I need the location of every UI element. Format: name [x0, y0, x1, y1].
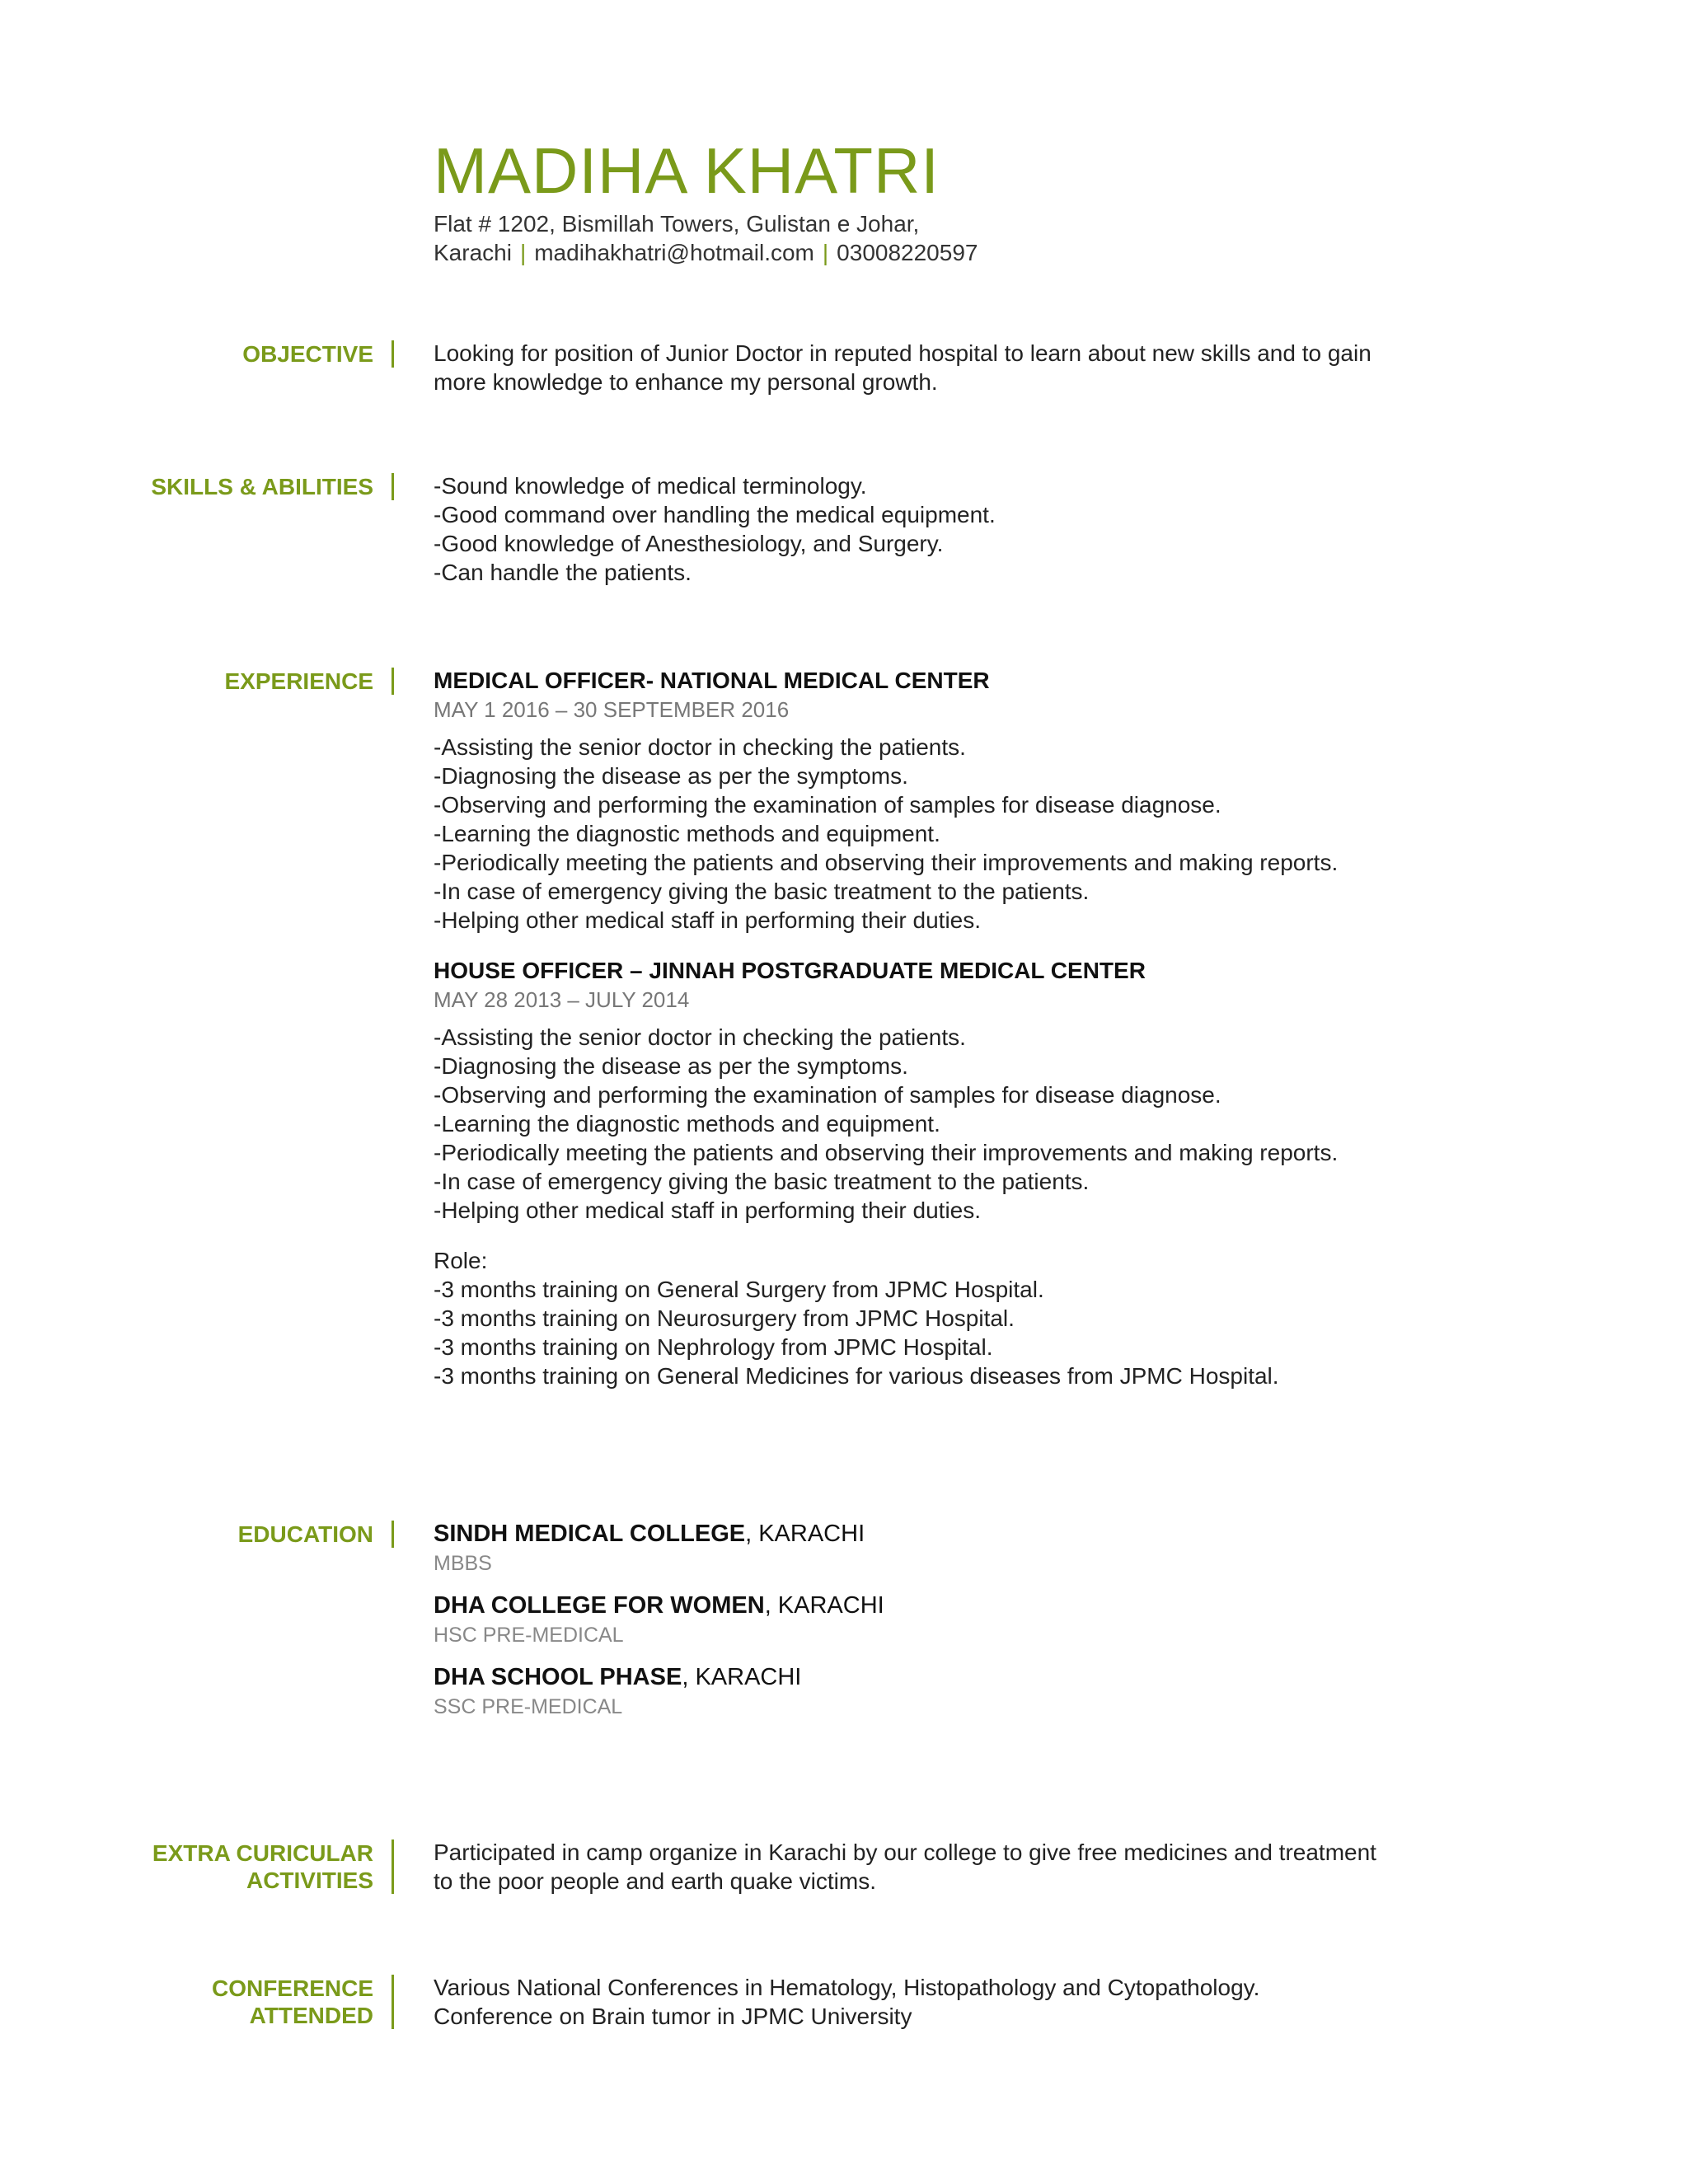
school-title: SINDH MEDICAL COLLEGE: [434, 1521, 746, 1547]
job-duty: -In case of emergency giving the basic treatment to the patients.: [434, 1169, 1090, 1194]
job-duty: -Assisting the senior doctor in checking the patients.: [434, 1024, 966, 1050]
label-line: EXTRA CURICULAR: [152, 1840, 373, 1866]
job-duty: -Learning the diagnostic methods and equipment.: [434, 821, 940, 846]
role-heading: Role:: [434, 1248, 488, 1273]
label-line: ATTENDED: [249, 2003, 373, 2028]
school-name: [434, 1662, 1472, 1693]
job-duty: -Observing and performing the examination of samples for disease diagnose.: [434, 1082, 1221, 1108]
job-duty: -Observing and performing the examination of samples for disease diagnose.: [434, 792, 1221, 818]
job-duty: -Diagnosing the disease as per the symptoms.: [434, 1053, 908, 1079]
job-duty: -Helping other medical staff in performing their duties.: [434, 1197, 982, 1223]
skill-item: -Good command over handling the medical equipment.: [434, 502, 996, 527]
job-duty: -In case of emergency giving the basic treatment to the patients.: [434, 879, 1090, 904]
section-label-objective: OBJECTIVE: [242, 340, 394, 368]
section-label-conference: [212, 1975, 394, 2029]
conference-line: Conference on Brain tumor in JPMC University: [434, 2004, 912, 2029]
address-line: Flat # 1202, Bismillah Towers, Gulistan e Johar,: [434, 211, 920, 237]
objective-line: more knowledge to enhance my personal growth.: [434, 369, 938, 395]
job-duty: -Learning the diagnostic methods and equipment.: [434, 1111, 940, 1137]
job-entry: [434, 666, 1472, 935]
section-label-extra-curricular: [152, 1840, 394, 1894]
objective-line: Looking for position of Junior Doctor in reputed hospital to learn about new skills and to gain: [434, 340, 1372, 366]
separator: |: [519, 240, 527, 265]
section-label-skills: SKILLS & ABILITIES: [151, 473, 394, 500]
city: Karachi: [434, 240, 512, 265]
separator: |: [822, 240, 829, 265]
job-dates: MAY 28 2013 – JULY 2014: [434, 987, 690, 1012]
job-duty: -Diagnosing the disease as per the symptoms.: [434, 763, 908, 789]
role-item: -3 months training on Nephrology from JPMC Hospital.: [434, 1334, 993, 1360]
objective-text: [434, 339, 1472, 396]
extra-line: Participated in camp organize in Karachi by our college to give free medicines and treatment: [434, 1840, 1376, 1865]
contact-line: [434, 238, 978, 267]
experience-content: [434, 666, 1472, 1390]
job-duty: -Helping other medical staff in performing their duties.: [434, 907, 982, 933]
skill-item: -Sound knowledge of medical terminology.: [434, 473, 867, 499]
skill-item: -Good knowledge of Anesthesiology, and Surgery.: [434, 531, 944, 556]
job-dates: MAY 1 2016 – 30 SEPTEMBER 2016: [434, 697, 790, 722]
section-label-experience: EXPERIENCE: [225, 668, 395, 695]
extra-curricular-text: [434, 1838, 1472, 1896]
education-content: [434, 1519, 1472, 1734]
school-name: [434, 1591, 1472, 1621]
school-title: DHA COLLEGE FOR WOMEN: [434, 1592, 765, 1619]
extra-line: to the poor people and earth quake victims.: [434, 1868, 877, 1894]
job-duty: -Assisting the senior doctor in checking the patients.: [434, 734, 966, 760]
job-entry: [434, 956, 1472, 1225]
section-label-education: EDUCATION: [238, 1521, 394, 1548]
school-title: DHA SCHOOL PHASE: [434, 1664, 682, 1690]
job-duty: -Periodically meeting the patients and observing their improvements and making reports.: [434, 1140, 1339, 1165]
school-name: [434, 1519, 1472, 1549]
conference-line: Various National Conferences in Hematology, Histopathology and Cytopathology.: [434, 1975, 1260, 2000]
label-line: ACTIVITIES: [246, 1868, 373, 1893]
school-city: , KARACHI: [764, 1592, 884, 1619]
job-duty: -Periodically meeting the patients and observing their improvements and making reports.: [434, 850, 1339, 875]
degree: SSC PRE-MEDICAL: [434, 1695, 623, 1718]
label-line: CONFERENCE: [211, 1975, 373, 2001]
degree: HSC PRE-MEDICAL: [434, 1624, 624, 1647]
role-item: -3 months training on Neurosurgery from JPMC Hospital.: [434, 1305, 1015, 1331]
degree: MBBS: [434, 1552, 492, 1575]
role-item: -3 months training on General Surgery from JPMC Hospital.: [434, 1277, 1044, 1302]
school-city: , KARACHI: [745, 1521, 865, 1547]
skills-list: [434, 471, 1472, 587]
phone-number: 03008220597: [837, 240, 978, 265]
job-title: MEDICAL OFFICER- NATIONAL MEDICAL CENTER: [434, 668, 990, 693]
email-link[interactable]: madihakhatri@hotmail.com: [534, 240, 814, 265]
role-item: -3 months training on General Medicines for various diseases from JPMC Hospital.: [434, 1363, 1279, 1389]
job-title: HOUSE OFFICER – JINNAH POSTGRADUATE MEDICAL CENTER: [434, 958, 1146, 983]
skill-item: -Can handle the patients.: [434, 560, 692, 585]
contact-info: [434, 209, 978, 267]
school-city: , KARACHI: [682, 1664, 802, 1690]
candidate-name: MADIHA KHATRI: [434, 134, 940, 207]
conference-text: [434, 1973, 1472, 2031]
